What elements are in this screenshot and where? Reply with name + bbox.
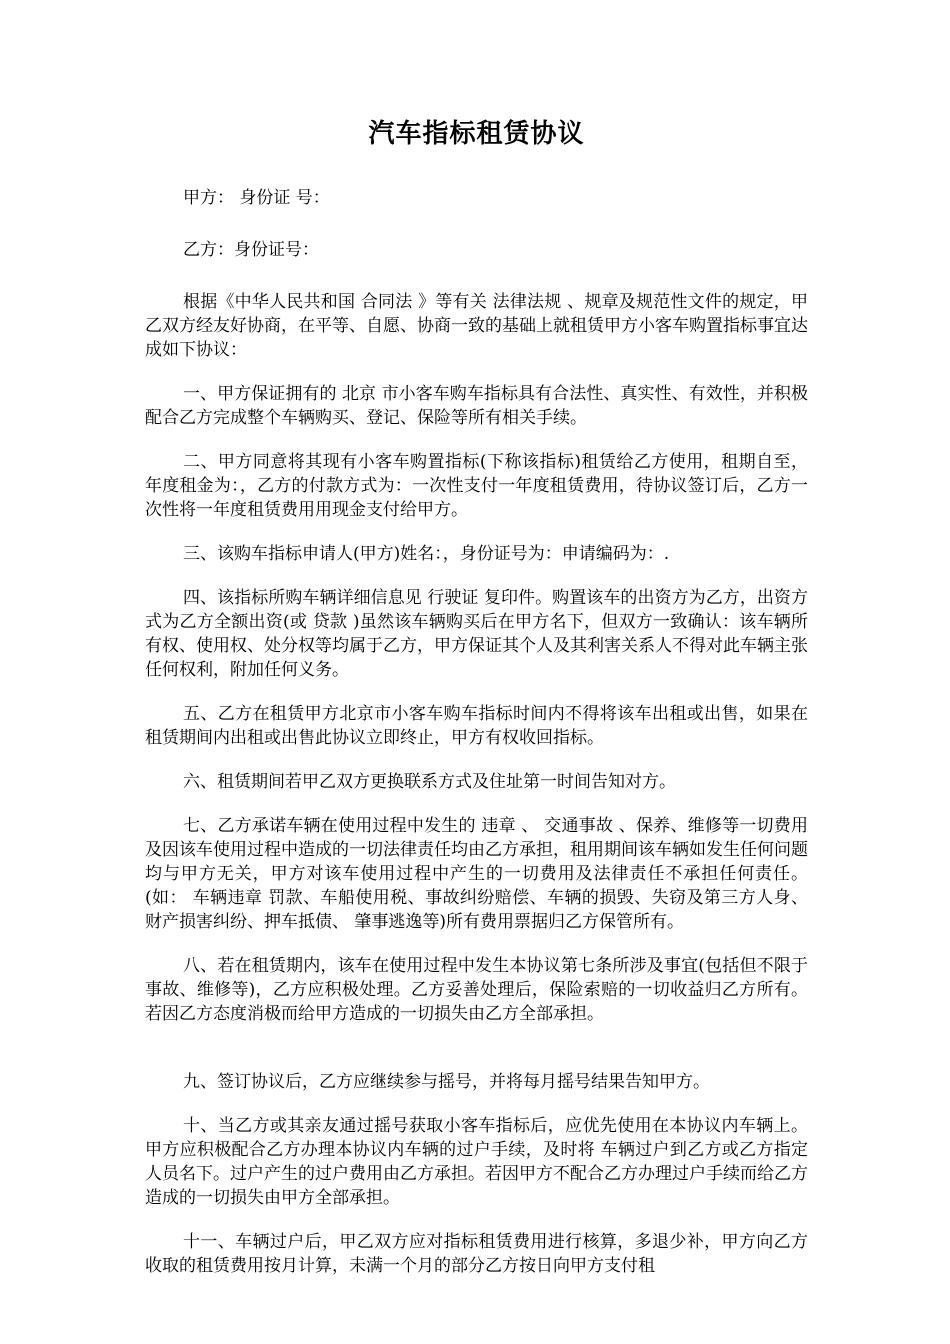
clause-3: 三、该购车指标申请人(甲方)姓名：，身份证号为：申请编码为：. <box>183 544 670 564</box>
clause-2: 二、甲方同意将其现有小客车购置指标(下称该指标)租赁给乙方使用，租期自至，年度租金为：，乙方的付款方式为：一次性支付一年度租赁费用，待协议签订后，乙方一次性将一年度租赁费用用现金支付给甲方。 <box>145 452 808 520</box>
clause-1: 一、甲方保证拥有的 北京 市小客车购车指标具有合法性、真实性、有效性，并积极配合乙方完成整个车辆购买、登记、保险等所有相关手续。 <box>145 384 808 428</box>
party-b-line: 乙方：身份证号： <box>183 240 319 260</box>
document-page <box>145 112 808 1298</box>
preamble-paragraph: 根据《中华人民共和国 合同法 》等有关 法律法规 、规章及规范性文件的规定，甲乙双方经友好协商，在平等、自愿、协商一致的基础上就租赁甲方小客车购置指标事宜达成如下协议： <box>145 292 808 360</box>
clause-5: 五、乙方在租赁甲方北京市小客车购车指标时间内不得将该车出租或出售，如果在租赁期间内出租或出售此协议立即终止，甲方有权收回指标。 <box>145 704 808 748</box>
clause-6: 六、租赁期间若甲乙双方更换联系方式及住址第一时间告知对方。 <box>183 772 676 792</box>
clause-8: 八、若在租赁期内，该车在使用过程中发生本协议第七条所涉及事宜(包括但不限于事故、维修等)，乙方应积极处理。乙方妥善处理后，保险索赔的一切收益归乙方所有。若因乙方态度消极而给甲方造成的一切损失由乙方全部承担。 <box>145 956 808 1024</box>
clause-9: 九、签订协议后，乙方应继续参与摇号，并将每月摇号结果告知甲方。 <box>183 1072 710 1092</box>
clause-10: 十、当乙方或其亲友通过摇号获取小客车指标后，应优先使用在本协议内车辆上。甲方应积极配合乙方办理本协议内车辆的过户手续，及时将 车辆过户到乙方或乙方指定人员名下。过户产生的过户费用由乙方承担。若因甲方不配合乙方办理过户手续而给乙方造成的一切损失由甲方全部承担。 <box>145 1116 808 1208</box>
clause-4: 四、该指标所购车辆详细信息见 行驶证 复印件。购置该车的出资方为乙方，出资方式为乙方全额出资(或 贷款 )虽然该车辆购买后在甲方名下，但双方一致确认：该车辆所有权、使用权、处分权等均属于乙方，甲方保证其个人及其利害关系人不得对此车辆主张任何权利，附加任何义务。 <box>145 588 808 680</box>
party-a-line: 甲方： 身份证 号： <box>183 188 330 208</box>
clause-7: 七、乙方承诺车辆在使用过程中发生的 违章 、 交通事故 、保养、维修等一切费用及因该车使用过程中造成的一切法律责任均由乙方承担，租用期间该车辆如发生任何问题均与甲方无关，甲方对该车使用过程中产生的一切费用及法律责任不承担任何责任。(如： 车辆违章 罚款、车船使用税、事故纠纷赔偿、车辆的损毁、失窃及第三方人身、财产损害纠纷、押车抵债、 肇事逃逸等)所有费用票据归乙方保管所有。 <box>145 816 808 932</box>
clause-11: 十一、车辆过户后，甲乙双方应对指标租赁费用进行核算，多退少补，甲方向乙方收取的租赁费用按月计算，未满一个月的部分乙方按日向甲方支付租 <box>145 1232 808 1276</box>
document-title: 汽车指标租赁协议 <box>368 119 585 149</box>
